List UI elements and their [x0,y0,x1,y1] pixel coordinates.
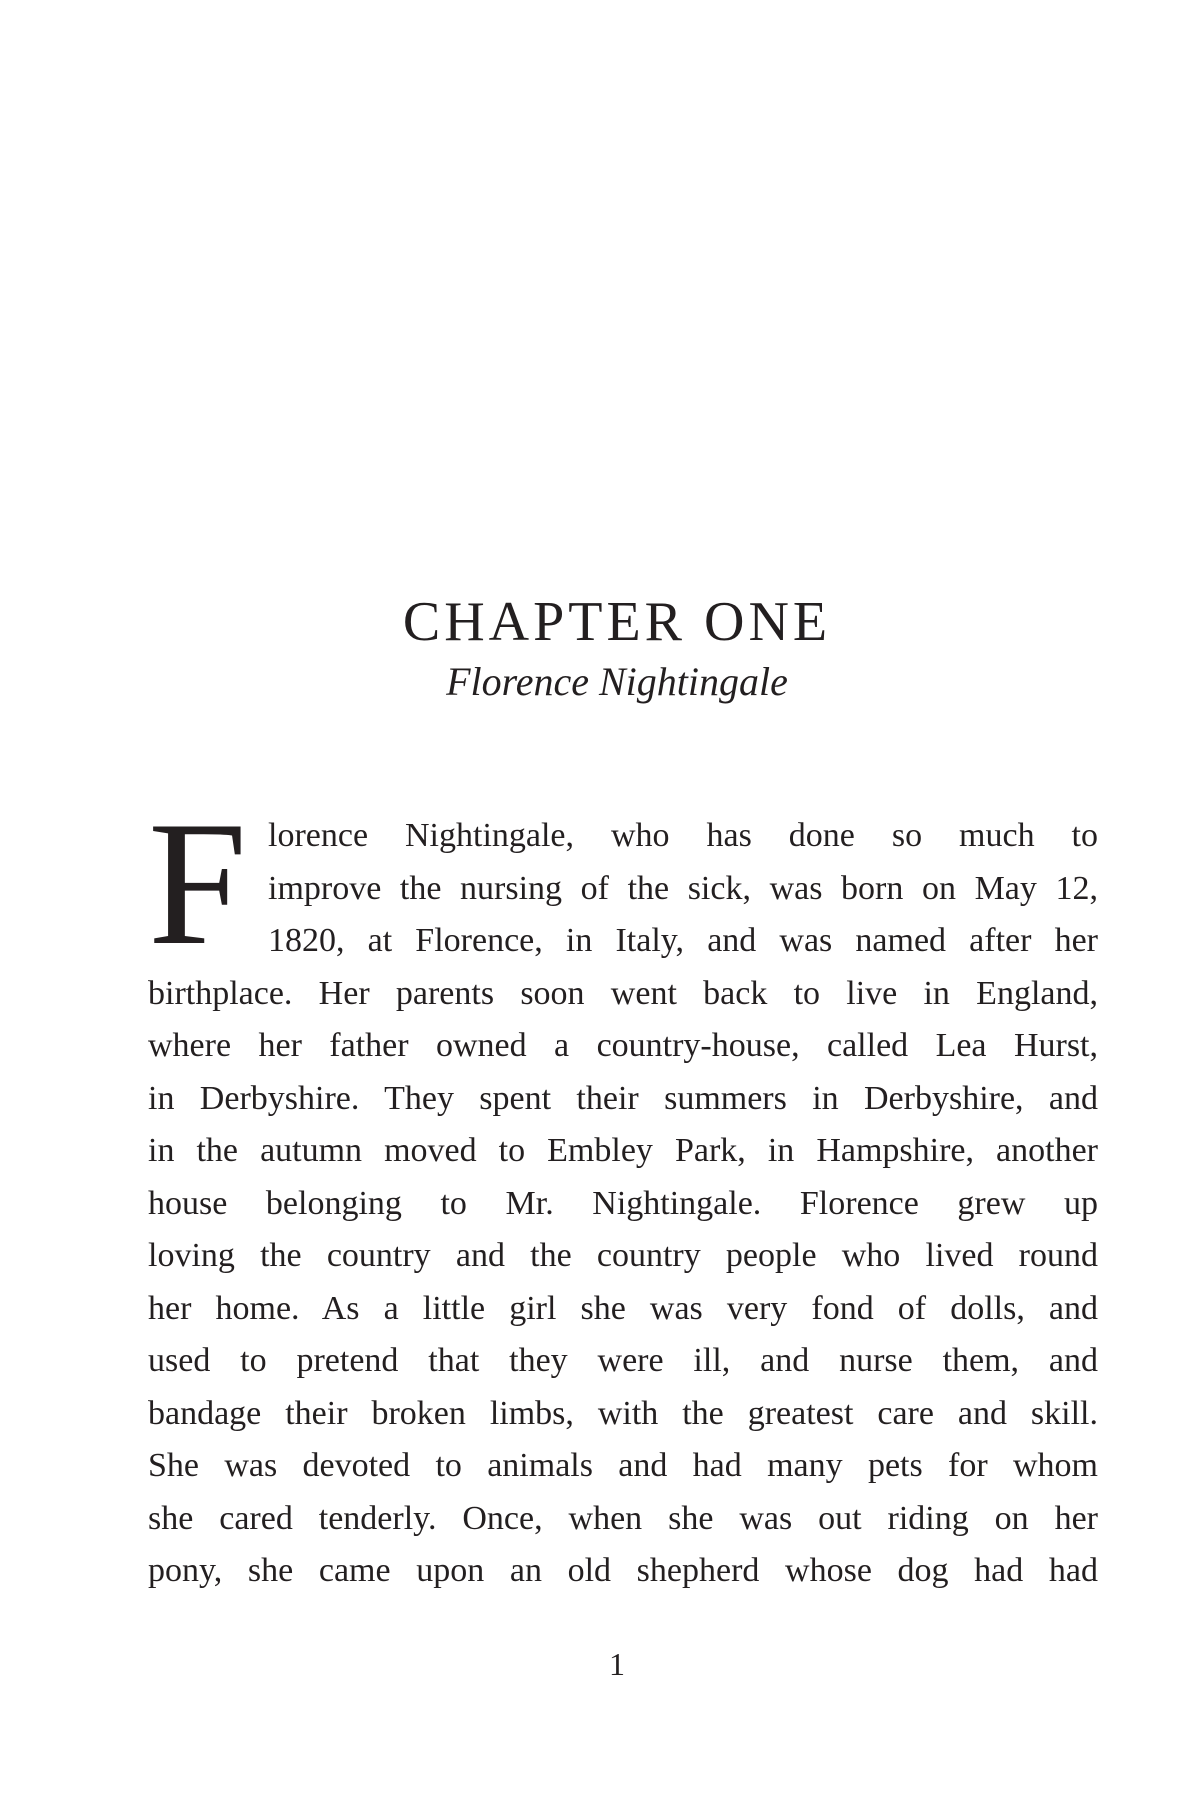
drop-cap: F [148,808,247,968]
body-line: house belonging to Mr. Nightingale. Florence grew up [148,1184,1098,1222]
chapter-subtitle: Florence Nightingale [446,659,788,704]
body-line: she cared tenderly. Once, when she was out riding on her [148,1499,1098,1537]
body-line: pony, she came upon an old shepherd whose dog had had [148,1552,1098,1589]
body-line: improve the nursing of the sick, was born on May 12, [268,869,1098,907]
body-line: her home. As a little girl she was very fond of dolls, and [148,1289,1098,1327]
body-line: where her father owned a country-house, called Lea Hurst, [148,1027,1098,1064]
body-line: She was devoted to animals and had many pets for whom [148,1447,1098,1484]
body-line: in the autumn moved to Embley Park, in Hampshire, another [148,1132,1098,1169]
body-line: in Derbyshire. They spent their summers in Derbyshire, and [148,1079,1098,1117]
body-line: birthplace. Her parents soon went back to live in England, [148,974,1098,1012]
body-paragraph [148,810,1098,1598]
body-line: loving the country and the country people who lived round [148,1237,1098,1274]
body-line: used to pretend that they were ill, and nurse them, and [148,1342,1098,1379]
page-number: 1 [609,1646,625,1682]
body-line: bandage their broken limbs, with the greatest care and skill. [148,1394,1098,1432]
chapter-heading: CHAPTER ONE [402,591,832,653]
body-line: lorence Nightingale, who has done so much to [268,817,1098,854]
body-line: 1820, at Florence, in Italy, and was named after her [268,922,1098,959]
